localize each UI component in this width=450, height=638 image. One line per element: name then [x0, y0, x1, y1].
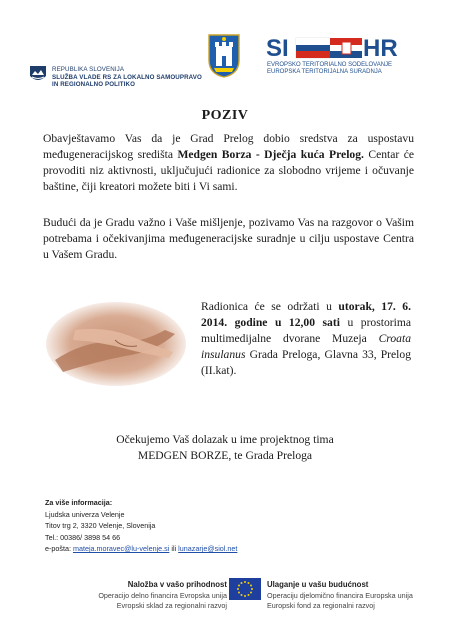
intro-center-name: Medgen Borza - Dječja kuća Prelog. — [177, 148, 364, 161]
eu-flag-icon — [229, 578, 261, 600]
invitation-paragraph: Budući da je Gradu važno i Vaše mišljenje, pozivamo Vas na razgovor o Vašim potrebama i očekivanjima međugeneracijske suradnje u cilju uspostave Centra u Vašem Gradu. — [43, 216, 414, 261]
slovenia-republic: REPUBLIKA SLOVENIJA — [52, 66, 125, 73]
contact-address: Titov trg 2, 3320 Velenje, Slovenija — [45, 521, 156, 530]
slovenia-office-text — [52, 66, 202, 89]
contact-org: Ljudska univerza Velenje — [45, 509, 125, 519]
slovenia-office-line1: SLUŽBA VLADE RS ZA LOKALNO SAMOUPRAVO — [52, 73, 202, 81]
email-link-2[interactable]: lunazarje@siol.net — [178, 544, 238, 553]
email-link-1[interactable]: mateja.moravec@lu-velenje.si — [72, 544, 170, 553]
workshop-paragraph — [201, 299, 411, 379]
workshop-text-1: Radionica će se održati u — [201, 300, 339, 313]
closing-line1: Očekujemo Vaš dolazak u ime projektnog tima — [116, 433, 334, 446]
workshop-text-3: Grada Preloga, Glavna 33, Prelog (II.kat). — [201, 348, 411, 377]
workshop-text-2: u prostorima multimedijalne dvorane Muzeja — [201, 316, 411, 345]
intro-text-1: Obavještavamo Vas da je Grad Prelog dobio sredstva za uspostavu međugeneracijskog središta — [43, 132, 414, 161]
svg-text:HR: HR — [363, 35, 398, 62]
email-separator: ili — [169, 544, 179, 553]
sihr-subtitle-hr: EUROPSKA TERITORIJALNA SURADNJA — [267, 69, 382, 76]
footer-sl-line3: Evropski sklad za regionalni razvoj — [116, 601, 227, 610]
footer-hr-heading: Ulaganje u vašu budućnost — [267, 580, 369, 589]
sihr-subtitle-sl: EVROPSKO TERITORIALNO SODELOVANJE — [267, 62, 393, 68]
sihr-subtitle — [267, 62, 392, 76]
footer-slovenian — [79, 580, 227, 612]
intro-paragraph — [43, 131, 414, 195]
contact-label: Za više informacija: — [45, 498, 113, 507]
page-title: POZIV — [201, 108, 249, 123]
museum-name: Croata insulanus — [201, 332, 411, 361]
prelog-crest-icon — [206, 32, 242, 78]
footer-sl-heading: Naložba v vašo prihodnost — [127, 580, 227, 589]
svg-text:SI: SI — [266, 35, 289, 62]
footer-hr-line3: Europski fond za regionalni razvoj — [267, 601, 375, 610]
closing-text — [0, 432, 450, 464]
contact-block — [45, 497, 237, 555]
footer-sl-line2: Operacijo delno financira Evropska unija — [98, 590, 227, 600]
closing-line2: MEDGEN BORZE, te Grada Preloga — [137, 449, 313, 462]
footer-croatian — [267, 580, 427, 612]
slovenia-office-line2: IN REGIONALNO POLITIKO — [52, 81, 135, 89]
intro-text-2: Centar će provoditi niz aktivnosti, uključujući radionice za slobodno vrijeme i očuvanje baštine, čiji kreatori možete biti i Vi sami. — [43, 148, 414, 193]
holding-hands-photo — [45, 300, 187, 388]
email-prefix: e-pošta: — [45, 544, 73, 553]
footer-hr-line2: Operaciju djelomično financira Europska unija — [267, 590, 413, 600]
workshop-datetime: utorak, 17. 6. 2014. godine u 12,00 sati — [201, 300, 411, 329]
contact-phone: Tel.: 00386/ 3898 54 66 — [45, 532, 121, 542]
contact-email-line — [45, 543, 237, 555]
